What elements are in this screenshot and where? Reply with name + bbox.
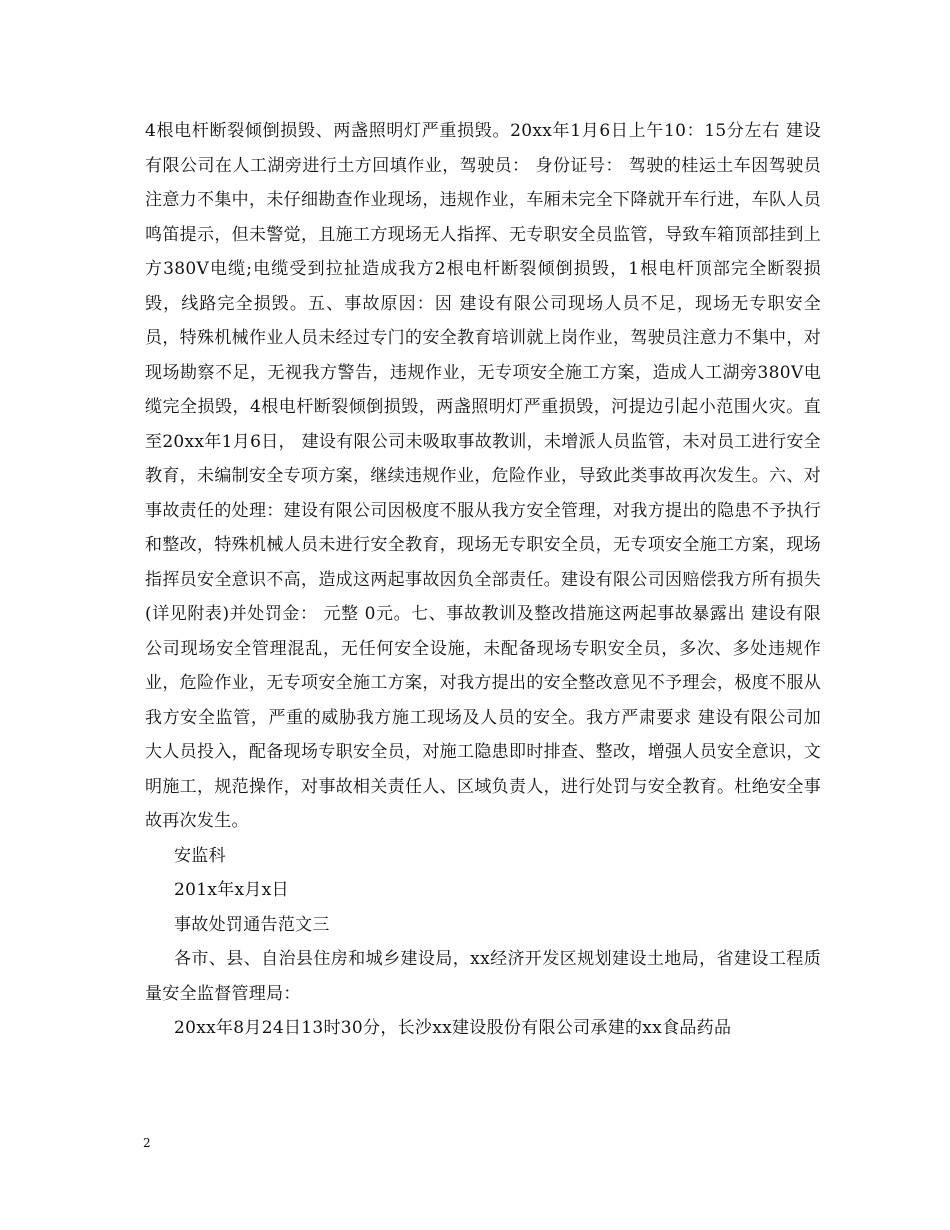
paragraph-incident-start: 20xx年8月24日13时30分，长沙xx建设股份有限公司承建的xx食品药品 xyxy=(174,1018,732,1038)
paragraph-signature-date: 201x年x月x日 xyxy=(174,880,289,900)
paragraph-addressees: 各市、县、自治县住房和城乡建设局，xx经济开发区规划建设土地局，省建设工程质量安全监督管理局： xyxy=(145,949,821,1004)
document-body xyxy=(145,114,821,1046)
paragraph-accident-details: 4根电杆断裂倾倒损毁、两盏照明灯严重损毁。20xx年1月6日上午10：15分左右 建设有限公司在人工湖旁进行土方回填作业，驾驶员： 身份证号： 驾驶的桂运土车因驾驶员注意力不集中，未仔细勘查作业现场，违规作业，车厢未完全下降就开车行进，车队人员鸣笛提示，但未警觉，且施工方现场无人指挥、无专职安全员监管，导致车箱顶部挂到上方380V电缆;电缆受到拉扯造成我方2根电杆断裂倾倒损毁，1根电杆顶部完全断裂损毁，线路完全损毁。五、事故原因：因 建设有限公司现场人员不足，现场无专职安全员，特殊机械作业人员未经过专门的安全教育培训就上岗作业，驾驶员注意力不集中，对现场勘察不足，无视我方警告，违规作业，无专项安全施工方案，造成人工湖旁380V电缆完全损毁，4根电杆断裂倾倒损毁，两盏照明灯严重损毁，河提边引起小范围火灾。直至20xx年1月6日， 建设有限公司未吸取事故教训，未增派人员监管，未对员工进行安全教育，未编制安全专项方案，继续违规作业，危险作业，导致此类事故再次发生。六、对事故责任的处理：建设有限公司因极度不服从我方安全管理，对我方提出的隐患不予执行和整改，特殊机械人员未进行安全教育，现场无专职安全员，无专项安全施工方案，现场指挥员安全意识不高，造成这两起事故因负全部责任。建设有限公司因赔偿我方所有损失(详见附表)并处罚金： 元整 0元。七、事故教训及整改措施这两起事故暴露出 建设有限公司现场安全管理混乱，无任何安全设施，未配备现场专职安全员，多次、多处违规作业，危险作业，无专项安全施工方案，对我方提出的安全整改意见不予理会，极度不服从我方安全监管，严重的威胁我方施工现场及人员的安全。我方严肃要求 建设有限公司加大人员投入，配备现场专职安全员，对施工隐患即时排查、整改，增强人员安全意识，文明施工，规范操作，对事故相关责任人、区域负责人，进行处罚与安全教育。杜绝安全事故再次发生。 xyxy=(145,121,821,831)
paragraph-signature-department: 安监科 xyxy=(174,845,226,866)
page-number: 2 xyxy=(143,1136,151,1150)
section-heading: 事故处罚通告范文三 xyxy=(174,914,330,935)
